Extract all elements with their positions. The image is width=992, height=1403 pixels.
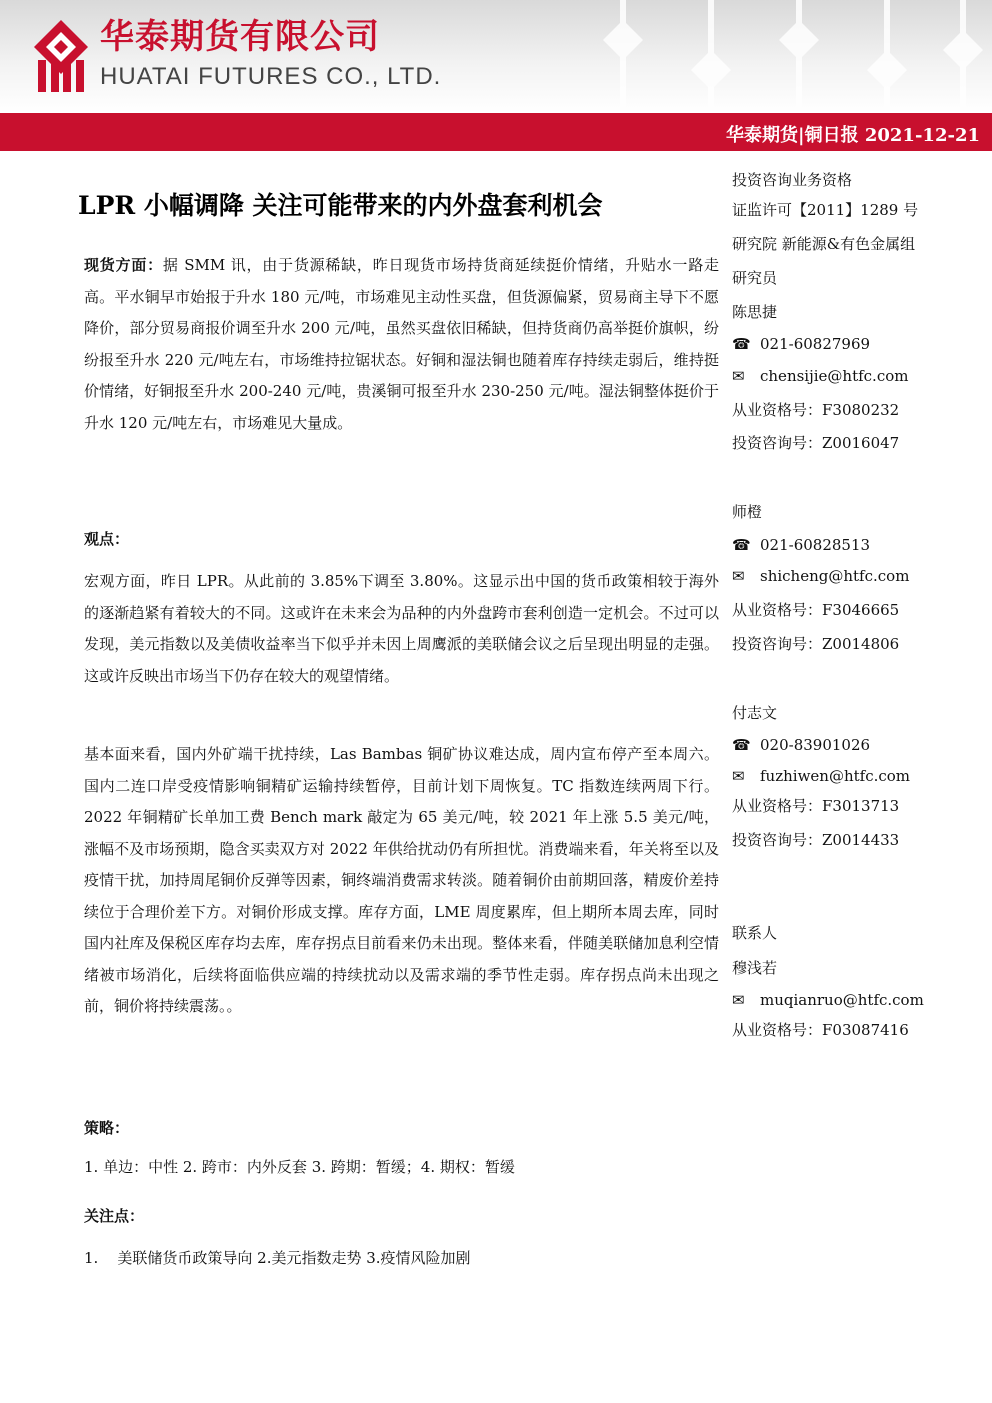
phone-icon: ☎ [732,335,751,353]
view-paragraph-fundamentals: 基本面来看，国内外矿端干扰持续，Las Bambas 铜矿协议难达成，周内宣布停产至本周六。国内二连口岸受疫情影响铜精矿运输持续暂停，目前计划下周恢复。TC 指数连续两周下行。2022 年铜精矿长单加工费 Bench mark 敲定为 65 美元/吨，较 2021 年上涨 5.5 美元/吨，涨幅不及市场预期，隐含买卖双方对 2022 年供给扰动仍有所担忧。消费端来看，年关将至以及疫情干扰，加持周尾铜价反弹等因素，铜终端消费需求转淡。随着铜价由前期回落，精废价差持续位于合理价差下方。对铜价形成支撑。库存方面，LME 周度累库，但上期所本周去库，同时国内社库及保税区库存均去库，库存拐点目前看来仍未出现。整体来看，伴随美联储加息利空情绪被市场消化，后续将面临供应端的持续扰动以及需求端的季节性走弱。库存拐点尚未出现之前，铜价将持续震荡。。 [84,745,719,1015]
company-logo-icon [34,20,88,92]
header-decoration [560,0,992,113]
contact-name: 付志文 [732,704,778,722]
qualification-line-1: 投资咨询业务资格 [732,171,853,189]
focus-heading: 关注点： [84,1207,145,1225]
contact-email[interactable]: ✉ fuzhiwen@htfc.com [732,767,911,785]
report-tag: 华泰期货|铜日报 2021-12-21 [726,125,980,146]
mail-icon: ✉ [732,567,745,585]
contact-consult: 投资咨询号：Z0014433 [732,831,900,849]
spot-section [84,250,719,439]
contact-email[interactable]: ✉ chensijie@htfc.com [732,367,909,385]
contact-name: 陈思捷 [732,303,778,321]
strategy-text: 1. 单边：中性 2. 跨市：内外反套 3. 跨期：暂缓；4. 期权：暂缓 [84,1158,515,1176]
contact-person-email[interactable]: ✉ muqianruo@htfc.com [732,991,924,1009]
contact-email[interactable]: ✉ shicheng@htfc.com [732,567,910,585]
focus-text: 1. 美联储货币政策导向 2.美元指数走势 3.疫情风险加剧 [84,1249,471,1267]
strategy-heading: 策略： [84,1119,130,1137]
company-name-en: HUATAI FUTURES CO., LTD. [100,63,442,90]
mail-icon: ✉ [732,367,745,385]
contact-person-cert: 从业资格号：F03087416 [732,1021,909,1039]
report-title: LPR 小幅调降 关注可能带来的内外盘套利机会 [78,191,603,220]
department: 研究院 新能源&有色金属组 [732,235,916,253]
role-contact: 联系人 [732,924,778,942]
spot-label: 现货方面： [84,256,163,274]
contact-consult: 投资咨询号：Z0014806 [732,635,900,653]
view-paragraph-macro: 宏观方面，昨日 LPR。从此前的 3.85%下调至 3.80%。这显示出中国的货币政策相较于海外的逐渐趋紧有着较大的不同。这或许在未来会为品种的内外盘跨市套利创造一定机会。不过可以发现，美元指数以及美债收益率当下似乎并未因上周鹰派的美联储会议之后呈现出明显的走强。这或许反映出市场当下仍存在较大的观望情绪。 [84,572,719,685]
contact-cert: 从业资格号：F3013713 [732,797,900,815]
contact-cert: 从业资格号：F3080232 [732,401,900,419]
phone-icon: ☎ [732,536,751,554]
mail-icon: ✉ [732,991,745,1009]
view-heading: 观点： [84,530,130,548]
contact-person-name: 穆浅若 [732,959,778,977]
contact-cert: 从业资格号：F3046665 [732,601,900,619]
contact-consult: 投资咨询号：Z0016047 [732,434,900,452]
contact-phone: ☎ 020-83901026 [732,736,871,754]
phone-icon: ☎ [732,736,751,754]
spot-text: 据 SMM 讯，由于货源稀缺，昨日现货市场持货商延续挺价情绪，升贴水一路走高。平水铜早市始报于升水 180 元/吨，市场难见主动性买盘，但货源偏紧，贸易商主导下不愿降价，部分贸易商报价调至升水 200 元/吨，虽然买盘依旧稀缺，但持货商仍高举挺价旗帜，纷纷报至升水 220 元/吨左右，市场维持拉锯状态。好铜和湿法铜也随着库存持续走弱后，维持挺价情绪，好铜报至升水 200-240 元/吨，贵溪铜可报至升水 230-250 元/吨。湿法铜整体挺价于升水 120 元/吨左右，市场难见大量成。 [84,256,719,432]
contact-phone: ☎ 021-60828513 [732,536,871,554]
role-researcher: 研究员 [732,269,778,287]
mail-icon: ✉ [732,767,745,785]
contact-name: 师橙 [732,503,763,521]
qualification-line-2: 证监许可【2011】1289 号 [732,201,919,219]
contact-phone: ☎ 021-60827969 [732,335,871,353]
report-tag-bar [0,113,992,151]
company-name-cn: 华泰期货有限公司 [100,17,380,57]
page-header [0,0,992,113]
